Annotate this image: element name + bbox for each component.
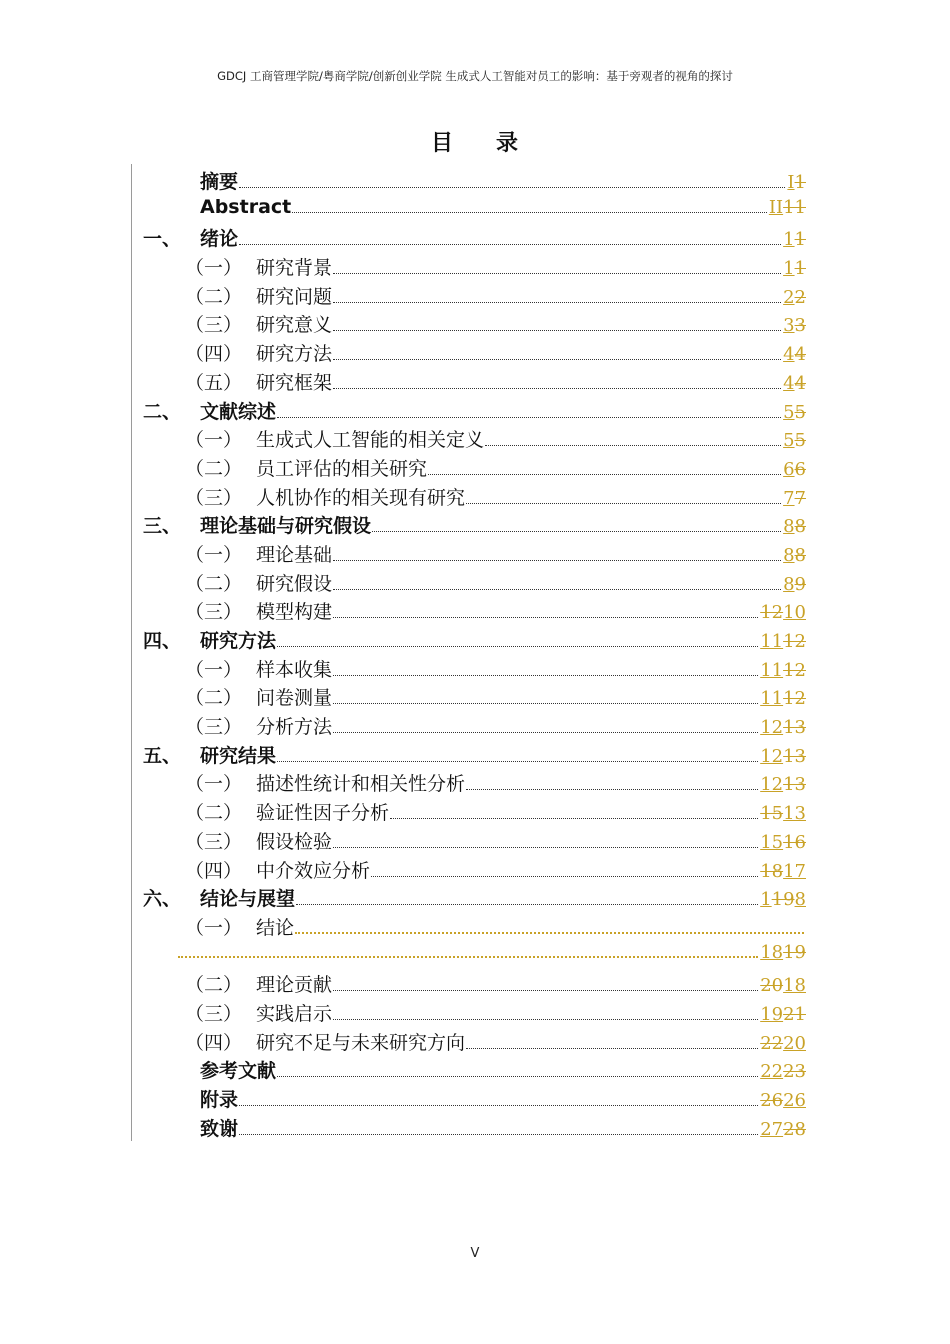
inserted-page-number: 13	[783, 803, 806, 825]
inserted-page-number: 3	[783, 315, 795, 337]
toc-leader-dots	[333, 588, 781, 590]
toc-entry-label: 研究框架	[256, 371, 333, 394]
toc-entry-label: 模型构建	[256, 601, 333, 624]
toc-entry-number: （四）	[185, 1031, 243, 1054]
deleted-page-number: 16	[783, 831, 806, 853]
toc-entry[interactable]	[143, 798, 806, 827]
toc-title	[0, 126, 950, 157]
revision-change-bar	[131, 164, 132, 1141]
toc-entry-number: （三）	[185, 830, 243, 853]
deleted-page-number: 22	[760, 1032, 784, 1054]
toc-entry-page	[760, 1004, 806, 1025]
toc-leader-dots	[333, 674, 758, 676]
toc-entry-page	[783, 488, 806, 509]
inserted-page-number: 11	[760, 631, 784, 652]
toc-entry-label: 研究假设	[256, 572, 333, 595]
toc-entry-number: （三）	[185, 1002, 243, 1025]
toc-entry-page	[760, 1119, 806, 1140]
toc-entry-number: 五、	[143, 744, 182, 767]
toc-leader-dots	[333, 301, 781, 303]
deleted-page-number: 8	[794, 516, 806, 538]
toc-entry-label: 摘要	[200, 171, 239, 193]
deleted-page-number: 19	[783, 941, 806, 963]
deleted-page-number: 28	[783, 1118, 806, 1140]
toc-entry[interactable]	[143, 970, 806, 999]
toc-entry-page	[783, 430, 806, 451]
inserted-page-number: 7	[783, 487, 795, 509]
toc-leader-dots	[333, 387, 781, 389]
toc-entry-number: （一）	[185, 658, 243, 681]
toc-entry-page	[783, 287, 806, 308]
toc-leader-dots	[333, 358, 781, 360]
toc-entry-number: （三）	[185, 486, 243, 509]
inserted-page-number: 19	[760, 1003, 784, 1025]
toc-leader-dots	[296, 903, 758, 905]
deleted-page-number: 2	[794, 286, 806, 308]
deleted-page-number: 9	[794, 573, 806, 595]
toc-entry-label: 研究意义	[256, 314, 333, 337]
deleted-page-number: 11	[783, 196, 806, 218]
toc-entry-page	[783, 402, 806, 423]
toc-entry[interactable]	[143, 454, 806, 483]
toc-entry-label: 样本收集	[256, 658, 333, 681]
deleted-page-number: 23	[783, 1061, 806, 1083]
toc-entry-page	[760, 861, 806, 882]
toc-entry-label: Abstract	[200, 195, 292, 218]
toc-leader-dots	[277, 416, 781, 418]
toc-entry-label: 问卷测量	[256, 687, 333, 710]
toc-entry-label: 生成式人工智能的相关定义	[256, 429, 485, 452]
toc-entry-number: （二）	[185, 974, 243, 997]
deleted-page-number: 12	[760, 602, 784, 624]
toc-leader-dots	[333, 846, 758, 848]
toc-entry[interactable]	[143, 712, 806, 741]
toc-entry-label: 描述性统计和相关性分析	[256, 773, 466, 796]
toc-entry-page	[760, 631, 806, 652]
toc-entry-number: 二、	[143, 400, 182, 423]
deleted-page-number: 4	[794, 372, 806, 394]
deleted-page-number: 13	[783, 717, 806, 739]
inserted-page-number: 12	[760, 774, 784, 796]
toc-entry-page	[760, 1061, 806, 1082]
toc-entry-label: 理论贡献	[256, 974, 333, 997]
toc-entry-number: （二）	[185, 457, 243, 480]
toc-entry-label: 研究不足与未来研究方向	[256, 1031, 466, 1054]
toc-leader-dots	[333, 272, 781, 274]
deleted-page-number: 3	[794, 315, 806, 337]
deleted-page-number: 6	[794, 458, 806, 480]
toc-entry-page	[769, 197, 806, 218]
inserted-page-number: 12	[760, 717, 784, 739]
toc-entry-number: 六、	[143, 888, 182, 911]
toc-title-right: 录	[496, 131, 520, 156]
toc-entry[interactable]	[143, 540, 806, 569]
inserted-page-number: 8	[794, 889, 806, 911]
toc-entry-page	[760, 688, 806, 709]
toc-leader-dots	[239, 186, 785, 188]
toc-entry-label: 中介效应分析	[256, 859, 371, 882]
toc-entry[interactable]	[143, 253, 806, 282]
toc-entry[interactable]	[143, 741, 806, 770]
inserted-page-number: 17	[783, 860, 806, 882]
toc-entry[interactable]	[143, 167, 806, 196]
inserted-page-number: 2	[783, 286, 795, 308]
toc-entry[interactable]	[143, 999, 806, 1028]
toc-entry[interactable]	[143, 511, 806, 540]
toc-entry[interactable]	[143, 884, 806, 913]
toc-entry-label: 绪论	[200, 228, 239, 251]
toc-entry-page	[787, 172, 806, 193]
toc-entry[interactable]	[143, 368, 806, 397]
deleted-page-number: 1	[794, 229, 806, 251]
inserted-page-number: 8	[783, 573, 795, 595]
toc-leader-dots	[292, 211, 767, 213]
toc-entry[interactable]	[143, 856, 806, 885]
toc-entry-page	[760, 1090, 806, 1111]
toc-entry-label: 理论基础	[256, 543, 333, 566]
toc-entry-number: 四、	[143, 630, 182, 652]
toc-leader-dots	[333, 989, 758, 991]
toc-entry[interactable]	[143, 1085, 806, 1114]
inserted-page-number: 18	[760, 941, 784, 963]
toc-entry[interactable]	[143, 769, 806, 798]
toc-entry-page	[783, 459, 806, 480]
toc-entry-number: （一）	[185, 916, 243, 939]
deleted-page-number: 26	[760, 1090, 784, 1111]
toc-leader-dots	[466, 502, 781, 504]
inserted-page-number: 8	[783, 516, 795, 538]
deleted-page-number: 5	[794, 430, 806, 452]
toc-entry-label: 假设检验	[256, 830, 333, 853]
toc-entry-number: （二）	[185, 687, 243, 710]
toc-entry-page	[783, 574, 806, 595]
deleted-page-number: 1	[794, 172, 806, 193]
toc-entry-page	[760, 602, 806, 623]
inserted-page-number: 1	[760, 889, 772, 911]
deleted-page-number: 1	[794, 258, 806, 280]
deleted-page-number: 20	[760, 975, 784, 997]
toc-leader-dots	[333, 329, 781, 331]
inserted-page-number: II	[768, 196, 784, 218]
toc-leader-dots	[239, 1104, 758, 1106]
inserted-page-number: 8	[783, 544, 795, 566]
toc-entry-page	[760, 942, 806, 963]
toc-leader-dots	[295, 931, 804, 934]
inserted-page-number: 11	[760, 688, 784, 710]
inserted-page-number: 10	[783, 602, 806, 624]
toc-entry-page	[783, 258, 806, 279]
toc-leader-dots	[371, 875, 758, 877]
toc-leader-dots	[428, 473, 781, 475]
deleted-page-number: 12	[783, 631, 806, 652]
toc-entry-label: 研究问题	[256, 285, 333, 308]
toc-leader-dots	[277, 760, 758, 762]
toc-entry[interactable]	[143, 224, 806, 253]
toc-leader-dots	[466, 788, 758, 790]
toc-leader-dots	[239, 1133, 758, 1135]
inserted-page-number: 27	[760, 1118, 784, 1140]
inserted-page-number: 15	[760, 831, 784, 853]
toc-entry-label: 附录	[200, 1089, 239, 1111]
toc-leader-dots	[372, 530, 781, 532]
toc-entry-page	[760, 803, 806, 824]
toc-entry-number: 三、	[143, 515, 182, 538]
toc-entry-label: 结论与展望	[200, 888, 296, 911]
toc-entry-page	[783, 545, 806, 566]
inserted-page-number: I	[787, 172, 795, 193]
deleted-page-number: 19	[771, 889, 795, 911]
toc-entry-page	[760, 975, 806, 996]
deleted-page-number: 13	[783, 774, 806, 796]
toc-entry-label: 分析方法	[256, 716, 333, 739]
inserted-page-number: 1	[783, 258, 795, 280]
toc-entry-page	[760, 1033, 806, 1054]
toc-leader-dots	[239, 243, 781, 245]
inserted-page-number: 12	[760, 745, 784, 767]
toc-entry-continuation	[177, 942, 806, 971]
toc-leader-dots	[485, 444, 781, 446]
inserted-page-number: 6	[783, 458, 795, 480]
toc-entry-number: （一）	[185, 429, 243, 452]
toc-entry-number: （二）	[185, 572, 243, 595]
toc-leader-dots	[277, 645, 758, 647]
toc-entry-label: 文献综述	[200, 400, 277, 423]
toc-leader-dots	[390, 817, 758, 819]
toc-leader-dots	[466, 1047, 758, 1049]
toc-entry[interactable]	[143, 1028, 806, 1057]
toc-entry-number: （二）	[185, 285, 243, 308]
running-header: GDCJ 工商管理学院/粤商学院/创新创业学院 生成式人工智能对员工的影响：基于旁观者的视角的探讨	[217, 69, 733, 83]
inserted-page-number: 20	[783, 1032, 806, 1054]
toc-entry-label: 理论基础与研究假设	[200, 515, 372, 538]
page-number: V	[470, 1246, 480, 1261]
toc-entry-page	[760, 660, 806, 681]
toc-entry-page	[760, 774, 806, 795]
toc-entry[interactable]	[143, 282, 806, 311]
toc-entry[interactable]	[143, 483, 806, 512]
toc-entry-number: （五）	[185, 371, 243, 394]
inserted-page-number: 18	[783, 975, 806, 997]
toc-entry[interactable]	[143, 827, 806, 856]
toc-entry-page	[783, 516, 806, 537]
toc-entry[interactable]	[143, 913, 806, 942]
toc-entry-page	[783, 373, 806, 394]
deleted-page-number: 8	[794, 544, 806, 566]
toc-entry-number: （三）	[185, 314, 243, 337]
toc-entry-number: （一）	[185, 773, 243, 796]
toc-leader-dots	[333, 616, 758, 618]
toc-entry[interactable]	[143, 1056, 806, 1085]
toc-entry-page	[783, 315, 806, 336]
inserted-page-number: 4	[783, 372, 795, 394]
toc-entry-page	[760, 832, 806, 853]
deleted-page-number: 18	[760, 860, 784, 882]
toc-leader-dots	[333, 731, 758, 733]
inserted-page-number: 4	[783, 344, 795, 366]
toc-entry-label: 人机协作的相关现有研究	[256, 486, 466, 509]
toc-entry-page	[783, 344, 806, 365]
toc-entry-label: 研究方法	[256, 343, 333, 366]
toc-entry-page	[760, 717, 806, 738]
toc-entry[interactable]	[143, 310, 806, 339]
table-of-contents	[143, 167, 806, 1142]
deleted-page-number: 13	[783, 745, 806, 767]
toc-entry[interactable]	[143, 339, 806, 368]
toc-leader-dots	[333, 702, 758, 704]
toc-entry[interactable]	[143, 425, 806, 454]
inserted-page-number: 5	[783, 401, 795, 423]
deleted-page-number: 21	[783, 1003, 806, 1025]
toc-entry-label: 结论	[256, 916, 295, 939]
toc-entry-number: 一、	[143, 228, 182, 251]
toc-entry-number: （二）	[185, 802, 243, 825]
toc-entry-number: （一）	[185, 543, 243, 566]
toc-entry[interactable]	[143, 1114, 806, 1143]
deleted-page-number: 15	[760, 803, 784, 825]
toc-leader-dots	[277, 1075, 758, 1077]
toc-entry-number: （一）	[185, 257, 243, 280]
deleted-page-number: 4	[794, 344, 806, 366]
toc-entry-number: （四）	[185, 343, 243, 366]
inserted-page-number: 26	[783, 1090, 806, 1111]
deleted-page-number: 5	[794, 401, 806, 423]
toc-entry-page	[783, 229, 806, 250]
deleted-page-number: 12	[783, 659, 806, 681]
toc-entry[interactable]	[143, 626, 806, 655]
toc-entry-label: 验证性因子分析	[256, 802, 390, 825]
deleted-page-number: 7	[794, 487, 806, 509]
toc-entry-page	[760, 889, 806, 910]
toc-leader-dots	[178, 955, 758, 958]
toc-entry-number: （四）	[185, 859, 243, 882]
toc-entry-label: 员工评估的相关研究	[256, 457, 428, 480]
toc-entry-number: （三）	[185, 716, 243, 739]
toc-entry[interactable]	[143, 196, 806, 225]
toc-entry-label: 研究方法	[200, 630, 277, 652]
toc-entry[interactable]	[143, 655, 806, 684]
inserted-page-number: 5	[783, 430, 795, 452]
toc-entry[interactable]	[143, 597, 806, 626]
toc-entry-label: 实践启示	[256, 1002, 333, 1025]
toc-entry[interactable]	[143, 569, 806, 598]
toc-entry-page	[760, 746, 806, 767]
toc-title-left: 目	[430, 131, 454, 156]
toc-entry[interactable]	[143, 683, 806, 712]
toc-entry-label: 参考文献	[200, 1060, 277, 1083]
inserted-page-number: 22	[760, 1061, 784, 1083]
inserted-page-number: 1	[783, 229, 795, 251]
toc-leader-dots	[333, 1018, 758, 1020]
deleted-page-number: 12	[783, 688, 806, 710]
inserted-page-number: 11	[760, 659, 784, 681]
toc-entry-label: 研究结果	[200, 744, 277, 767]
toc-entry-number: （三）	[185, 601, 243, 624]
toc-entry-label: 研究背景	[256, 257, 333, 280]
toc-entry[interactable]	[143, 397, 806, 426]
toc-entry-label: 致谢	[200, 1117, 239, 1140]
toc-leader-dots	[333, 559, 781, 561]
